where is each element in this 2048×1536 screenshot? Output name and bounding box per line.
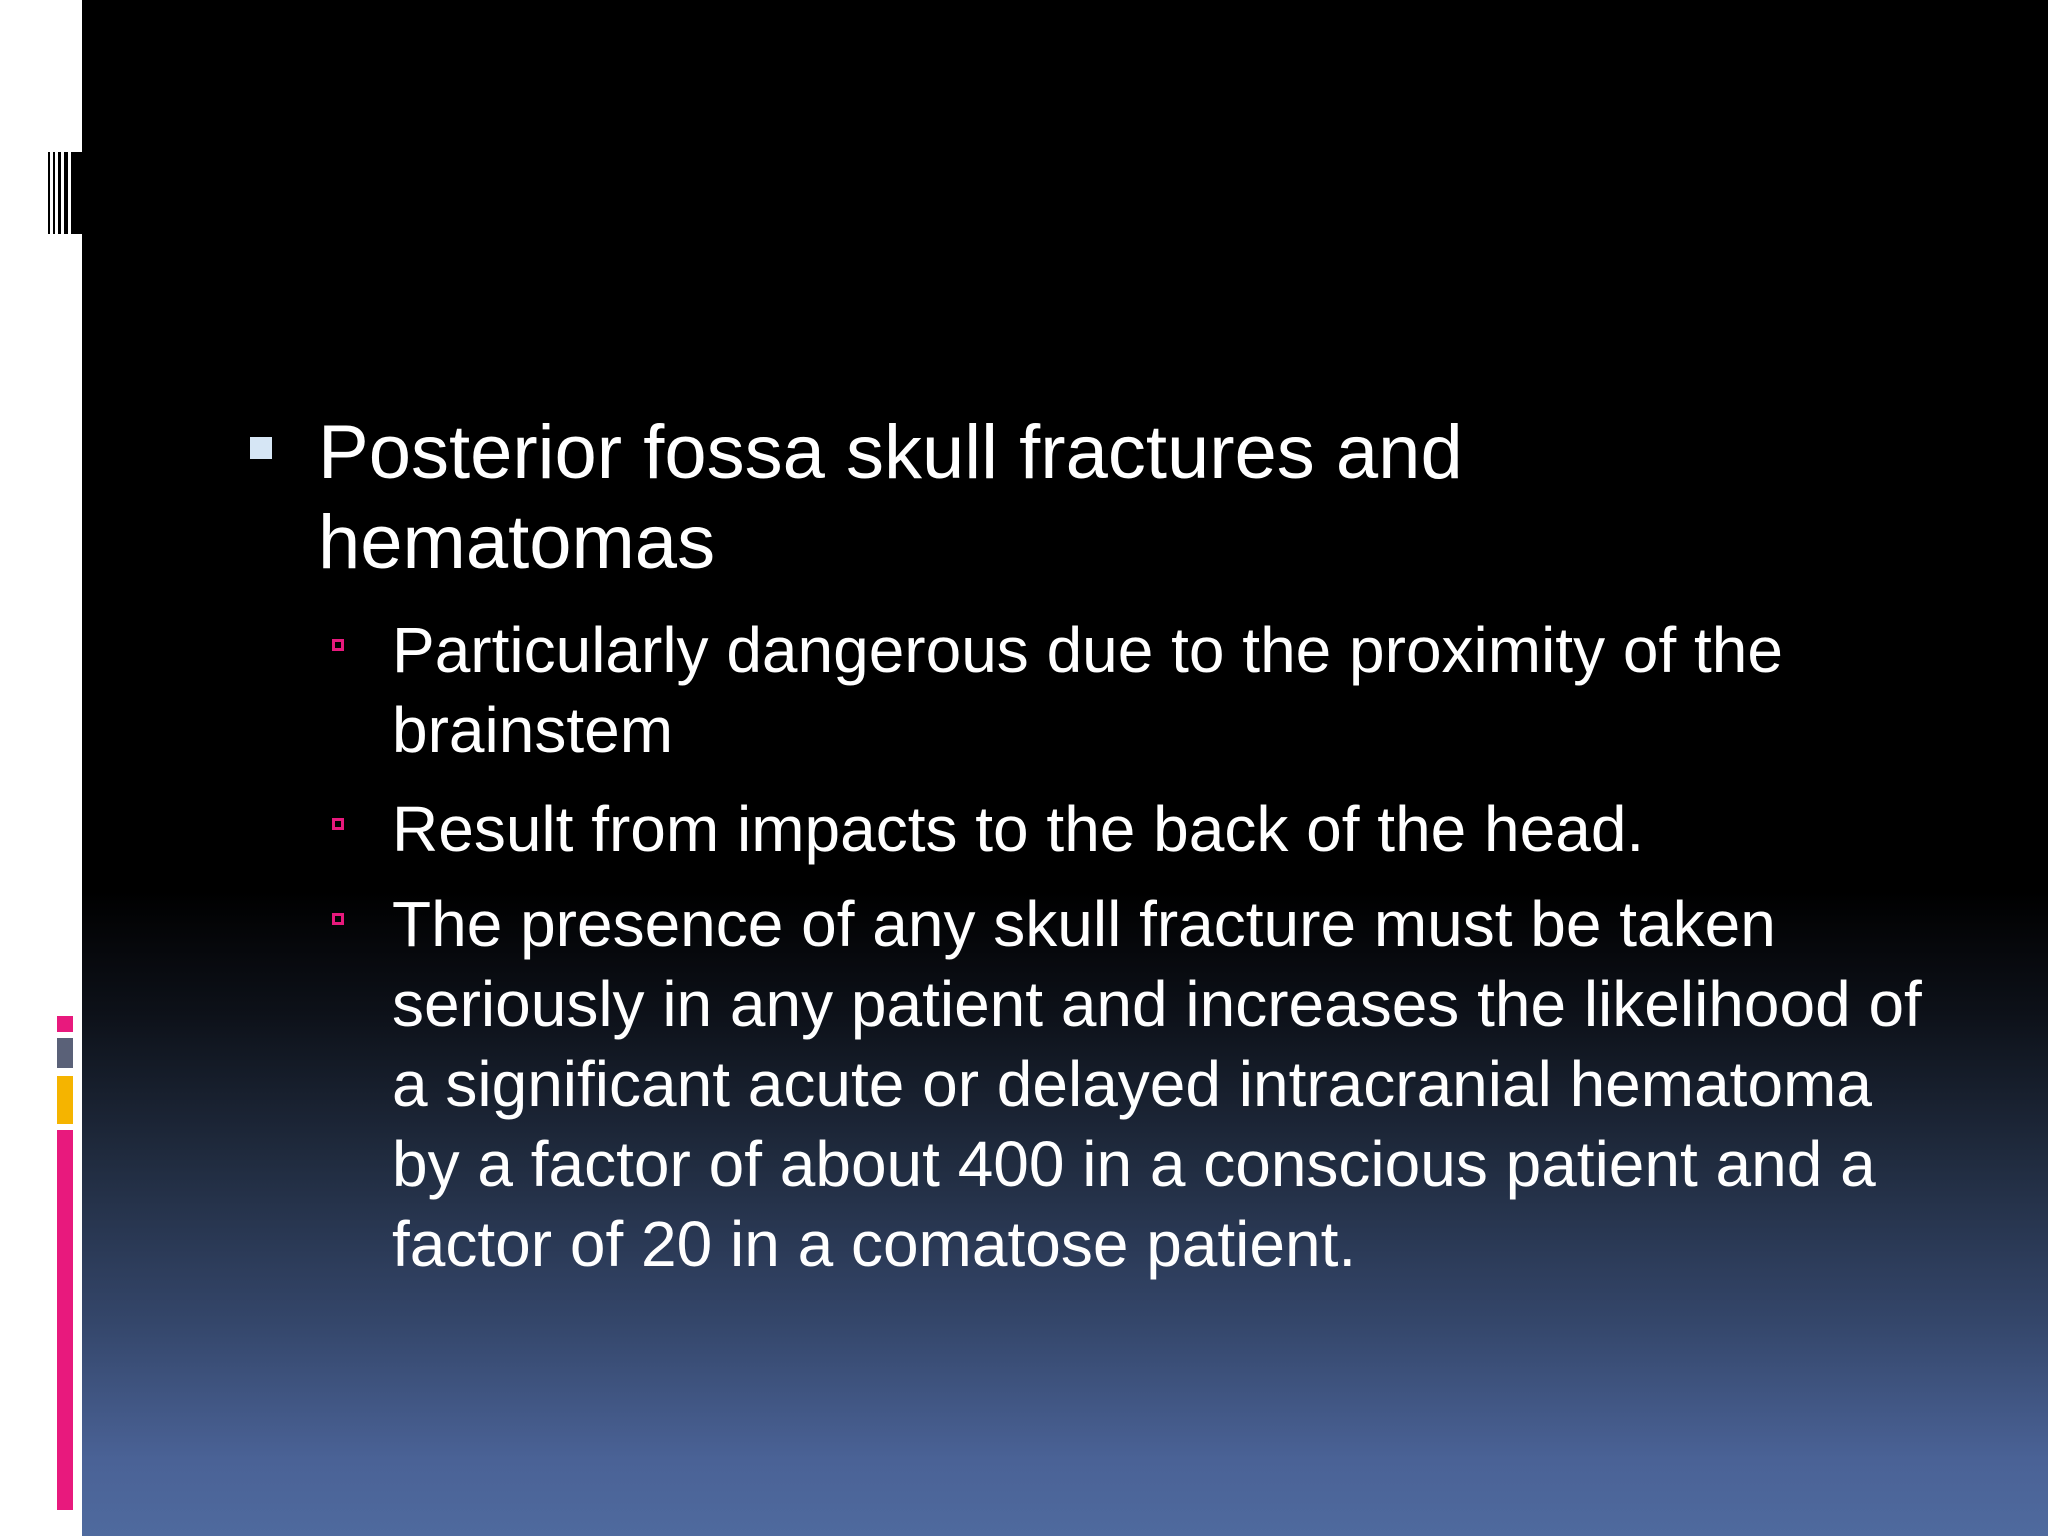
hollow-square-bullet-icon bbox=[332, 913, 344, 925]
hollow-square-bullet-icon bbox=[332, 639, 344, 651]
hollow-square-bullet-icon bbox=[332, 818, 344, 830]
sub-bullet-3: The presence of any skull fracture must be taken seriously in any patient and increases the likelihood of a significant acute or delayed intracranial hematoma by a factor of about 400 in a conscious patient and a factor of 20 in a comatose patient. bbox=[392, 888, 1922, 1280]
sub-bullet-1: Particularly dangerous due to the proximity of the brainstem bbox=[392, 614, 1783, 766]
square-bullet-icon bbox=[250, 437, 272, 459]
main-bullet-text: Posterior fossa skull fractures and hematomas bbox=[318, 410, 1463, 585]
sub-bullet-2: Result from impacts to the back of the head. bbox=[392, 793, 1645, 865]
